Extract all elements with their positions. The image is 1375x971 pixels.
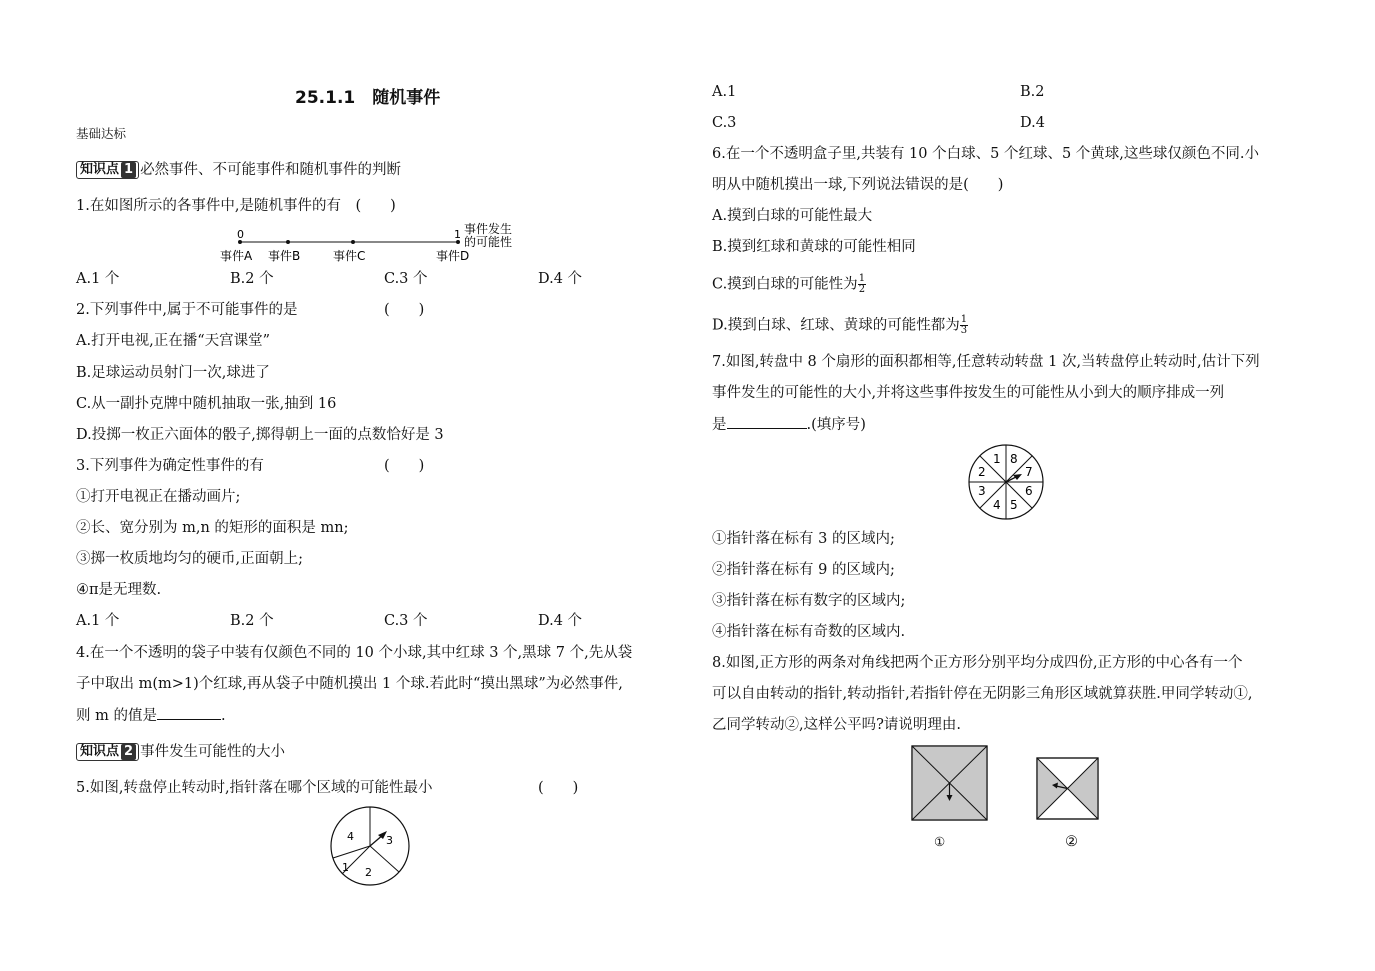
q7-label-8: 8 bbox=[1010, 452, 1018, 466]
q7-label-1: 1 bbox=[993, 452, 1001, 466]
q4-line1: 4.在一个不透明的袋子中装有仅颜色不同的 10 个小球,其中红球 3 个,黑球 7 个,先从袋 bbox=[76, 645, 633, 661]
q7-spinner-figure bbox=[966, 442, 1046, 522]
q1-caption-line2: 的可能性 bbox=[464, 235, 513, 249]
q2-stem: 2.下列事件中,属于不可能事件的是 bbox=[76, 302, 298, 318]
q3-item-2: ②长、宽分别为 m,n 的矩形的面积是 mn; bbox=[76, 520, 349, 536]
q1-event-d: 事件D bbox=[436, 249, 470, 263]
q3-option-c: C.3 个 bbox=[384, 613, 428, 629]
q5-label-1: 1 bbox=[342, 861, 349, 874]
q3-item-1: ①打开电视正在播动画片; bbox=[76, 489, 241, 505]
q1-event-c: 事件C bbox=[333, 249, 366, 263]
q5-bracket: ( ) bbox=[538, 780, 579, 796]
q7-label-5: 5 bbox=[1010, 498, 1018, 512]
q3-option-d: D.4 个 bbox=[538, 613, 583, 629]
q3-item-4: ④π是无理数. bbox=[76, 582, 162, 598]
q5-label-4: 4 bbox=[347, 830, 354, 843]
q6-line2: 明从中随机摸出一球,下列说法错误的是( ) bbox=[712, 177, 1004, 193]
q1-probability-line-figure bbox=[206, 222, 526, 266]
q1-zero-label: 0 bbox=[237, 228, 244, 241]
q3-option-b: B.2 个 bbox=[230, 613, 274, 629]
q6-option-c: C.摸到白球的可能性为 $\frac{1}{2}$ bbox=[712, 273, 866, 295]
q1-option-a: A.1 个 bbox=[76, 271, 120, 287]
q7-label-6: 6 bbox=[1025, 484, 1033, 498]
q3-stem: 3.下列事件为确定性事件的有 bbox=[76, 458, 264, 474]
q4-line3: 则 m 的值是 . bbox=[76, 705, 226, 726]
q8-square-figure-2 bbox=[1036, 757, 1102, 823]
q2-option-b: B.足球运动员射门一次,球进了 bbox=[76, 365, 270, 381]
q7-item-2: ②指针落在标有 9 的区域内; bbox=[712, 562, 895, 578]
q1-one-label: 1 bbox=[454, 228, 461, 241]
q6-option-d: D.摸到白球、红球、黄球的可能性都为 $\frac{1}{3}$ bbox=[712, 314, 968, 336]
q5-option-d: D.4 bbox=[1020, 115, 1045, 131]
q8-line3: 乙同学转动②,这样公平吗?请说明理由. bbox=[712, 717, 961, 733]
q5-label-2: 2 bbox=[365, 866, 372, 879]
q1-option-d: D.4 个 bbox=[538, 271, 583, 287]
q5-stem: 5.如图,转盘停止转动时,指针落在哪个区域的可能性最小 bbox=[76, 780, 433, 796]
q8-line2: 可以自由转动的指针,转动指针,若指针停在无阴影三角形区域就算获胜.甲同学转动①, bbox=[712, 686, 1253, 702]
q5-label-3: 3 bbox=[386, 834, 393, 847]
q5-option-c: C.3 bbox=[712, 115, 737, 131]
q7-item-4: ④指针落在标有奇数的区域内. bbox=[712, 624, 906, 640]
q1-stem: 1.在如图所示的各事件中,是随机事件的有 ( ) bbox=[76, 198, 396, 214]
q7-label-7: 7 bbox=[1025, 465, 1033, 479]
q7-item-1: ①指针落在标有 3 的区域内; bbox=[712, 531, 895, 547]
q7-label-4: 4 bbox=[993, 498, 1001, 512]
q6-option-a: A.摸到白球的可能性最大 bbox=[712, 208, 873, 224]
q5-option-a: A.1 bbox=[712, 84, 737, 100]
page-title: 25.1.1 随机事件 bbox=[295, 88, 441, 108]
q1-event-b: 事件B bbox=[268, 249, 301, 263]
q5-option-b: B.2 bbox=[1020, 84, 1045, 100]
q6-option-d-fraction: $\frac{1}{3}$ bbox=[960, 314, 968, 336]
q6-option-c-fraction: $\frac{1}{2}$ bbox=[858, 273, 866, 295]
q1-caption-line1: 事件发生 bbox=[464, 222, 513, 236]
q7-item-3: ③指针落在标有数字的区域内; bbox=[712, 593, 906, 609]
q7-label-3: 3 bbox=[978, 484, 986, 498]
q8-line1: 8.如图,正方形的两条对角线把两个正方形分别平均分成四份,正方形的中心各有一个 bbox=[712, 655, 1243, 671]
q8-square-figure-1 bbox=[911, 745, 991, 823]
q3-item-3: ③掷一枚质地均匀的硬币,正面朝上; bbox=[76, 551, 303, 567]
q8-figure-2-label: ② bbox=[1065, 834, 1078, 850]
q7-label-2: 2 bbox=[978, 465, 986, 479]
kp2-badge: 知识点 2 bbox=[76, 743, 139, 761]
q2-option-a: A.打开电视,正在播“天宫课堂” bbox=[76, 333, 271, 349]
q4-line2: 子中取出 m(m>1)个红球,再从袋子中随机摸出 1 个球.若此时“摸出黑球”为必然事件, bbox=[76, 676, 623, 692]
knowledge-point-1: 知识点 1 必然事件、不可能事件和随机事件的判断 bbox=[76, 160, 401, 180]
q1-option-b: B.2 个 bbox=[230, 271, 274, 287]
q2-option-d: D.投掷一枚正六面体的骰子,掷得朝上一面的点数恰好是 3 bbox=[76, 427, 444, 443]
q7-line3: 是 .(填序号) bbox=[712, 414, 866, 435]
q7-answer-blank[interactable] bbox=[727, 414, 807, 429]
q1-option-c: C.3 个 bbox=[384, 271, 428, 287]
q3-bracket: ( ) bbox=[384, 458, 425, 474]
q8-figure-1-label: ① bbox=[934, 834, 946, 849]
knowledge-point-2: 知识点 2 事件发生可能性的大小 bbox=[76, 742, 285, 762]
q2-option-c: C.从一副扑克牌中随机抽取一张,抽到 16 bbox=[76, 396, 337, 412]
kp1-badge: 知识点 1 bbox=[76, 161, 139, 179]
q4-answer-blank[interactable] bbox=[157, 705, 221, 720]
q2-bracket: ( ) bbox=[384, 302, 425, 318]
q7-line1: 7.如图,转盘中 8 个扇形的面积都相等,任意转动转盘 1 次,当转盘停止转动时,估计下列 bbox=[712, 354, 1260, 370]
q5-spinner-figure bbox=[328, 804, 412, 888]
q1-event-a: 事件A bbox=[220, 249, 253, 263]
q6-option-b: B.摸到红球和黄球的可能性相同 bbox=[712, 239, 916, 255]
q6-line1: 6.在一个不透明盒子里,共装有 10 个白球、5 个红球、5 个黄球,这些球仅颜色不同.小 bbox=[712, 146, 1259, 162]
q7-line2: 事件发生的可能性的大小,并将这些事件按发生的可能性从小到大的顺序排成一列 bbox=[712, 385, 1225, 401]
section-label: 基础达标 bbox=[76, 126, 127, 141]
q3-option-a: A.1 个 bbox=[76, 613, 120, 629]
